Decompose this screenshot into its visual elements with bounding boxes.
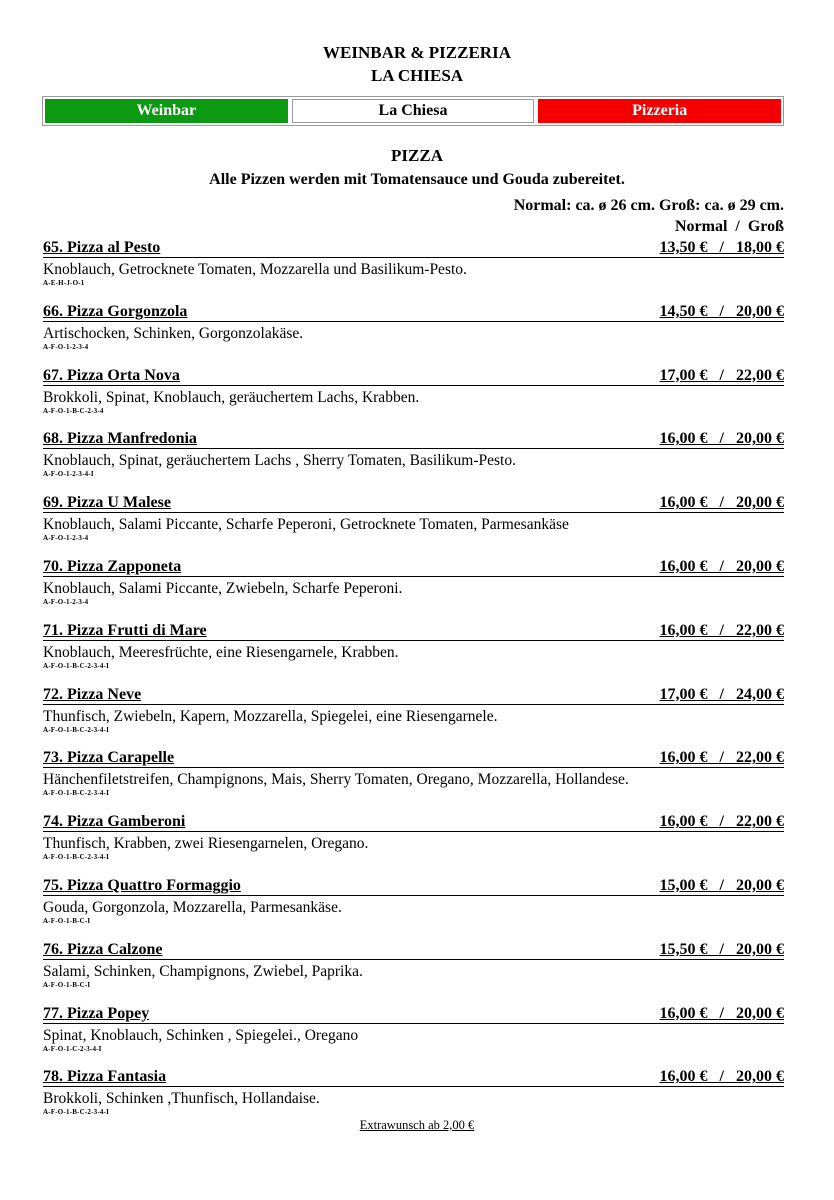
nav-la-chiesa-link[interactable]: La Chiesa bbox=[292, 99, 535, 123]
allergen-codes: A-F-O-1-B-C-2-3-4-I bbox=[43, 725, 110, 734]
menu-item-description: Knoblauch, Spinat, geräuchertem Lachs , Sherry Tomaten, Basilikum-Pesto. bbox=[43, 452, 516, 470]
menu-item bbox=[43, 366, 784, 430]
menu-item-row bbox=[43, 366, 784, 386]
price-normal: 16,00 € bbox=[659, 1004, 708, 1022]
allergen-codes: A-F-O-1-B-C-2-3-4-I bbox=[43, 789, 110, 798]
menu-item-name: 75. Pizza Quattro Formaggio bbox=[43, 876, 241, 894]
section-subtitle: Alle Pizzen werden mit Tomatensauce und Gouda zubereitet. bbox=[209, 171, 625, 188]
menu-item-description: Knoblauch, Getrocknete Tomaten, Mozzarella und Basilikum-Pesto. bbox=[43, 261, 467, 278]
menu-item-price bbox=[660, 493, 784, 512]
menu-item-price bbox=[660, 429, 784, 448]
price-large: 22,00 € bbox=[736, 813, 784, 831]
restaurant-subtitle: LA CHIESA bbox=[370, 66, 464, 85]
menu-item-price bbox=[660, 876, 784, 895]
menu-item-row bbox=[43, 940, 784, 960]
menu-item-name: 78. Pizza Fantasia bbox=[43, 1068, 167, 1086]
menu-item-price bbox=[660, 1004, 784, 1023]
menu-item bbox=[43, 557, 784, 621]
menu-item-description: Brokkoli, Spinat, Knoblauch, geräuchertem Lachs, Krabben. bbox=[43, 388, 420, 406]
pizza-list bbox=[43, 238, 784, 1131]
price-large: 22,00 € bbox=[736, 366, 784, 384]
allergen-codes: A-E-H-J-O-1 bbox=[43, 279, 85, 287]
menu-item-row bbox=[43, 238, 784, 258]
menu-item bbox=[43, 812, 784, 876]
price-large: 20,00 € bbox=[736, 876, 784, 894]
menu-item-name: 74. Pizza Gamberoni bbox=[43, 813, 186, 831]
price-large: 24,00 € bbox=[736, 685, 784, 703]
menu-item-name: 65. Pizza al Pesto bbox=[43, 239, 161, 256]
allergen-codes: A-F-O-1-C-2-3-4-I bbox=[43, 1044, 102, 1053]
menu-item bbox=[43, 1004, 784, 1068]
price-normal: 13,50 € bbox=[659, 239, 708, 256]
menu-item-description: Knoblauch, Salami Piccante, Zwiebeln, Scharfe Peperoni. bbox=[43, 579, 403, 597]
menu-item-name: 69. Pizza U Malese bbox=[43, 494, 171, 512]
price-separator: / bbox=[707, 685, 736, 703]
menu-item bbox=[43, 621, 784, 685]
menu-item-row bbox=[43, 557, 784, 577]
price-normal: 16,00 € bbox=[659, 430, 708, 448]
menu-item-price bbox=[660, 302, 784, 321]
section-title: PIZZA bbox=[391, 146, 443, 165]
menu-item bbox=[43, 876, 784, 940]
allergen-codes: A-F-O-1-2-3-4 bbox=[43, 342, 89, 351]
menu-item-row bbox=[43, 876, 784, 896]
menu-item-row bbox=[43, 685, 784, 705]
allergen-codes: A-F-O-1-2-3-4 bbox=[43, 597, 89, 606]
price-separator: / bbox=[707, 239, 736, 256]
menu-item-description: Knoblauch, Meeresfrüchte, eine Riesengarnele, Krabben. bbox=[43, 643, 399, 661]
price-separator: / bbox=[707, 876, 736, 894]
menu-item-name: 76. Pizza Calzone bbox=[43, 940, 163, 958]
price-normal: 16,00 € bbox=[659, 749, 708, 767]
price-normal: 16,00 € bbox=[659, 813, 708, 831]
menu-item-name: 71. Pizza Frutti di Mare bbox=[43, 621, 207, 639]
price-normal: 16,00 € bbox=[659, 494, 708, 512]
nav-bar bbox=[42, 96, 784, 126]
menu-item-row bbox=[43, 621, 784, 641]
price-large: 20,00 € bbox=[736, 430, 784, 448]
menu-item-price bbox=[660, 685, 784, 704]
menu-item bbox=[43, 429, 784, 493]
menu-item-name: 68. Pizza Manfredonia bbox=[43, 430, 197, 448]
menu-item-description: Spinat, Knoblauch, Schinken , Spiegelei., Oregano bbox=[43, 1026, 359, 1044]
menu-item-price bbox=[660, 940, 784, 959]
price-normal: 16,00 € bbox=[659, 557, 708, 575]
menu-item-price bbox=[660, 238, 784, 257]
allergen-codes: A-F-O-1-B-C-2-3-4-I bbox=[43, 661, 110, 670]
price-large: 18,00 € bbox=[736, 239, 784, 256]
extra-request-note: Extrawunsch ab 2,00 € bbox=[359, 1118, 475, 1132]
menu-item-description: Knoblauch, Salami Piccante, Scharfe Peperoni, Getrocknete Tomaten, Parmesankäse bbox=[43, 516, 569, 534]
price-separator: / bbox=[707, 430, 736, 448]
nav-pizzeria-link[interactable]: Pizzeria bbox=[538, 99, 781, 123]
menu-item-price bbox=[660, 621, 784, 640]
menu-item-row bbox=[43, 429, 784, 449]
price-normal: 15,50 € bbox=[659, 940, 708, 958]
price-separator: / bbox=[707, 557, 736, 575]
price-separator: / bbox=[707, 813, 736, 831]
allergen-codes: A-F-O-1-B-C-2-3-4-I bbox=[43, 1108, 110, 1117]
menu-item-description: Artischocken, Schinken, Gorgonzolakäse. bbox=[43, 324, 304, 342]
menu-item-price bbox=[660, 812, 784, 831]
nav-weinbar-link[interactable]: Weinbar bbox=[45, 99, 288, 123]
menu-item bbox=[43, 940, 784, 1004]
menu-item-price bbox=[660, 1067, 784, 1086]
price-large: 20,00 € bbox=[736, 494, 784, 512]
menu-item-description: Gouda, Gorgonzola, Mozzarella, Parmesankäse. bbox=[43, 898, 342, 916]
allergen-codes: A-F-O-1-B-C-I bbox=[43, 980, 91, 989]
menu-item bbox=[43, 238, 784, 302]
price-normal: 16,00 € bbox=[659, 1068, 708, 1086]
menu-item-description: Thunfisch, Zwiebeln, Kapern, Mozzarella, Spiegelei, eine Riesengarnele. bbox=[43, 707, 498, 725]
allergen-codes: A-F-O-1-B-C-I bbox=[43, 916, 91, 925]
menu-item-row bbox=[43, 748, 784, 768]
price-separator: / bbox=[707, 302, 736, 320]
price-separator: / bbox=[707, 621, 736, 639]
price-normal: 17,00 € bbox=[659, 366, 708, 384]
menu-item-price bbox=[660, 557, 784, 576]
price-normal: 17,00 € bbox=[659, 685, 708, 703]
price-large: 20,00 € bbox=[736, 940, 784, 958]
price-large: 22,00 € bbox=[736, 749, 784, 767]
price-separator: / bbox=[707, 940, 736, 958]
price-column-header: Normal / Groß bbox=[674, 218, 784, 235]
menu-item-name: 73. Pizza Carapelle bbox=[43, 749, 175, 767]
price-large: 20,00 € bbox=[736, 1004, 784, 1022]
price-normal: 15,00 € bbox=[659, 876, 708, 894]
menu-item-row bbox=[43, 302, 784, 322]
price-large: 20,00 € bbox=[736, 302, 784, 320]
menu-item-price bbox=[660, 366, 784, 385]
menu-item-row bbox=[43, 1067, 784, 1087]
menu-item-name: 66. Pizza Gorgonzola bbox=[43, 302, 188, 320]
price-separator: / bbox=[707, 1004, 736, 1022]
allergen-codes: A-F-O-1-B-C-2-3-4 bbox=[43, 406, 104, 415]
menu-item bbox=[43, 748, 784, 812]
size-info: Normal: ca. ø 26 cm. Groß: ca. ø 29 cm. bbox=[513, 197, 784, 214]
menu-item bbox=[43, 685, 784, 749]
price-large: 22,00 € bbox=[736, 621, 784, 639]
menu-item-name: 72. Pizza Neve bbox=[43, 685, 142, 703]
restaurant-title: WEINBAR & PIZZERIA bbox=[323, 43, 511, 62]
menu-item bbox=[43, 493, 784, 557]
menu-item-description: Hänchenfiletstreifen, Champignons, Mais, Sherry Tomaten, Oregano, Mozzarella, Hollandese. bbox=[43, 771, 629, 789]
price-separator: / bbox=[707, 749, 736, 767]
menu-item-price bbox=[660, 748, 784, 767]
allergen-codes: A-F-O-1-B-C-2-3-4-I bbox=[43, 853, 110, 862]
price-large: 20,00 € bbox=[736, 557, 784, 575]
allergen-codes: A-F-O-1-2-3-4-I bbox=[43, 470, 94, 479]
menu-item-row bbox=[43, 812, 784, 832]
price-normal: 14,50 € bbox=[659, 302, 708, 320]
menu-item-name: 77. Pizza Popey bbox=[43, 1004, 150, 1022]
price-separator: / bbox=[707, 1068, 736, 1086]
menu-item-description: Thunfisch, Krabben, zwei Riesengarnelen, Oregano. bbox=[43, 835, 369, 853]
menu-item-description: Brokkoli, Schinken ,Thunfisch, Hollandaise. bbox=[43, 1090, 320, 1108]
menu-item-name: 67. Pizza Orta Nova bbox=[43, 366, 180, 384]
menu-item-row bbox=[43, 1004, 784, 1024]
menu-item-row bbox=[43, 493, 784, 513]
price-normal: 16,00 € bbox=[659, 621, 708, 639]
price-separator: / bbox=[707, 366, 736, 384]
allergen-codes: A-F-O-1-2-3-4 bbox=[43, 534, 89, 543]
menu-item bbox=[43, 302, 784, 366]
price-separator: / bbox=[707, 494, 736, 512]
menu-item-description: Salami, Schinken, Champignons, Zwiebel, Paprika. bbox=[43, 962, 363, 980]
menu-item-name: 70. Pizza Zapponeta bbox=[43, 557, 182, 575]
price-large: 20,00 € bbox=[736, 1068, 784, 1086]
